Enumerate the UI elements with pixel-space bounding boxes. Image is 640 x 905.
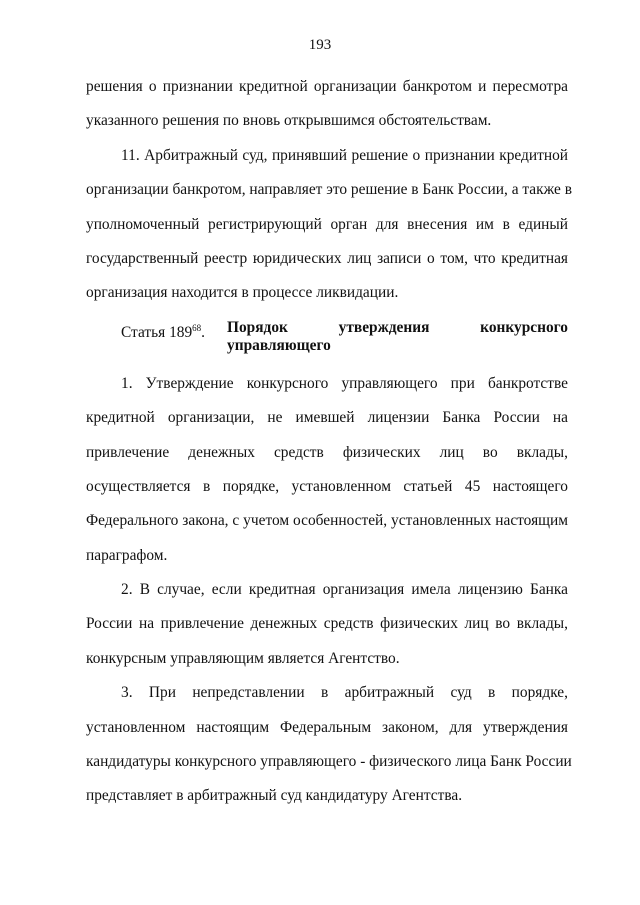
article-title: [227, 311, 568, 355]
text-line: уполномоченный регистрирующий орган для внесения им в единый: [86, 215, 568, 233]
paragraph-1: [86, 367, 568, 573]
paragraph-11: [86, 139, 572, 311]
text-line: организации банкротом, направляет это решение в Банк России, а также в: [86, 181, 572, 199]
text-line: 2. В случае, если кредитная организация имела лицензию Банка: [121, 581, 568, 599]
text-line: привлечение денежных средств физических лиц во вклады,: [86, 443, 568, 461]
document-body: [86, 70, 572, 814]
article-superscript: 68: [192, 322, 202, 333]
paragraph-2: [86, 573, 568, 676]
text-line: 3. При непредставлении в арбитражный суд в порядке,: [121, 684, 568, 702]
text-line: 1. Утверждение конкурсного управляющего при банкротстве: [121, 374, 568, 392]
article-title-line: управляющего: [227, 336, 331, 354]
paragraph-3: [86, 676, 572, 814]
article-heading: [86, 311, 568, 361]
text-line: организация находится в процессе ликвидации.: [86, 284, 399, 302]
text-line: кредитной организации, не имевшей лицензии Банка России на: [86, 409, 568, 427]
text-line: параграфом.: [86, 546, 168, 564]
text-line: представляет в арбитражный суд кандидатуру Агентства.: [86, 787, 463, 805]
text-line: России на привлечение денежных средств физических лиц во вклады,: [86, 615, 568, 633]
text-line: Федерального закона, с учетом особенностей, установленных настоящим: [86, 512, 568, 530]
text-line: указанного решения по вновь открывшимся обстоятельствам.: [86, 112, 492, 130]
page-number: 193: [308, 37, 332, 53]
text-line: кандидатуры конкурсного управляющего - физического лица Банк России: [86, 753, 572, 771]
text-line: осуществляется в порядке, установленном статьей 45 настоящего: [86, 477, 568, 495]
text-line: 11. Арбитражный суд, принявший решение о признании кредитной: [121, 146, 568, 164]
text-line: конкурсным управляющим является Агентство.: [86, 649, 400, 667]
text-line: установленном настоящим Федеральным законом, для утверждения: [86, 718, 568, 736]
paragraph-intro: [86, 70, 568, 139]
article-label: Статья $189^{68}$.: [121, 322, 206, 341]
text-line: решения о признании кредитной организации банкротом и пересмотра: [86, 78, 568, 95]
article-title-line: Порядок утверждения конкурсного: [227, 318, 568, 336]
text-line: государственный реестр юридических лиц записи о том, что кредитная: [86, 249, 568, 267]
